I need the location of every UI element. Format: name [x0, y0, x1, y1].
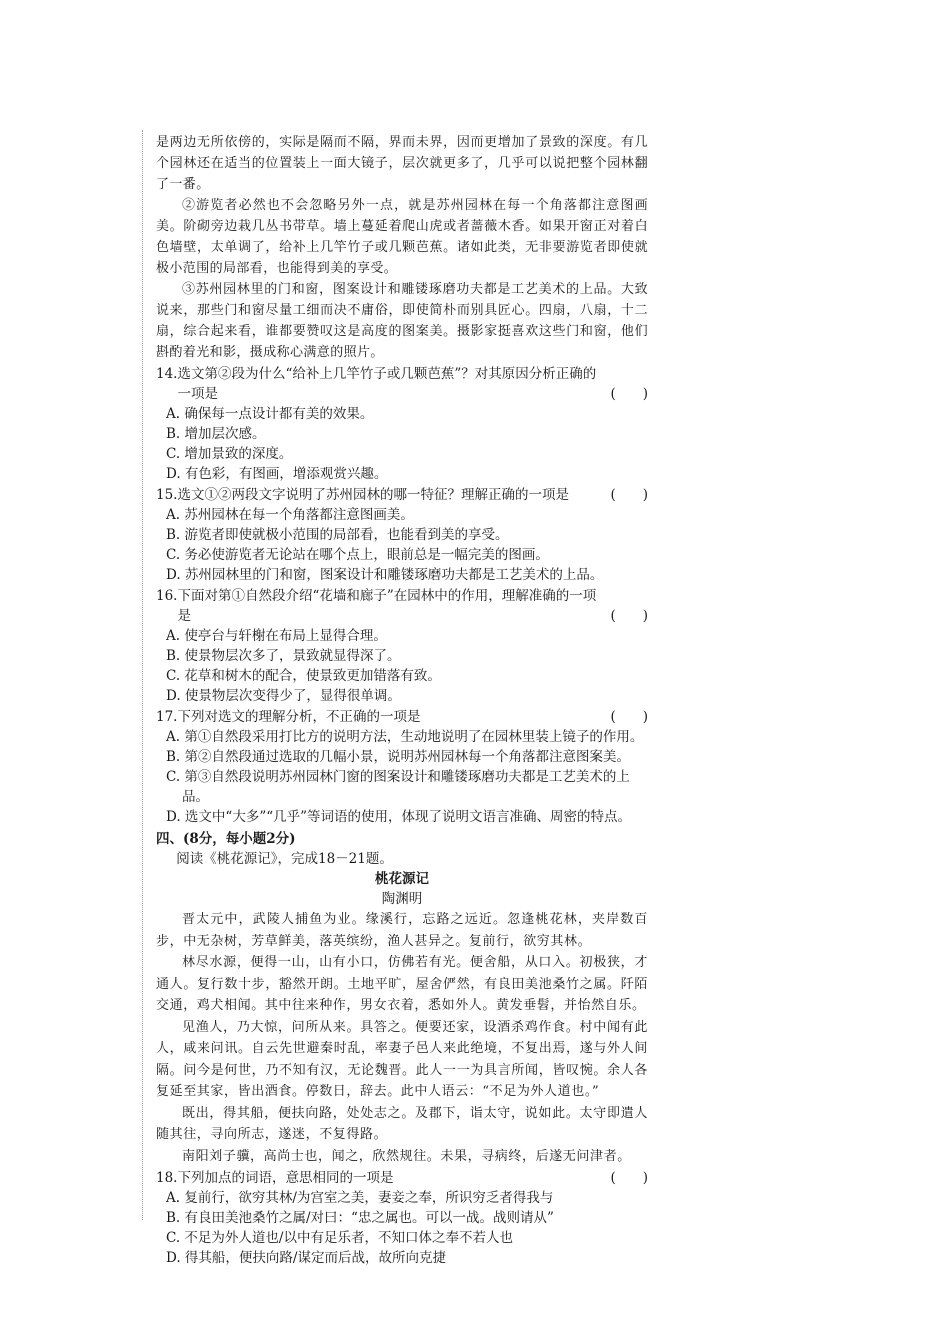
passage-paragraph-2: ②游览者必然也不会忽略另外一点，就是苏州园林在每一个角落都注意图画美。阶砌旁边栽几丛书带草。墙上蔓延着爬山虎或者蔷薇木香。如果开窗正对着白色墙壁，太单调了，给补上几竿竹子或几颗芭蕉。诸如此类，无非要游览者即使就极小范围的局部看，也能得到美的享受。 [156, 198, 648, 276]
answer-blank: ( ) [610, 709, 648, 725]
option-d: D. 有色彩，有图画，增添观赏兴趣。 [166, 466, 388, 482]
question-14 [156, 364, 648, 484]
option-c: C. 第③自然段说明苏州园林门窗的图案设计和雕镂琢磨功夫都是工艺美术的上品。 [166, 769, 630, 805]
option-b: B. 使景物层次多了，景致就显得深了。 [166, 648, 401, 664]
question-18 [156, 1168, 648, 1268]
option-c: C. 花草和树木的配合，使景致更加错落有致。 [166, 668, 441, 684]
exam-page [156, 132, 648, 1268]
option-d: D. 选文中“大多”“几乎”等词语的使用，体现了说明文语言准确、周密的特点。 [166, 809, 632, 825]
question-15 [156, 485, 648, 585]
answer-blank: ( ) [610, 1170, 648, 1186]
article-author: 陶渊明 [381, 891, 423, 907]
classical-paragraph-3: 见渔人，乃大惊，问所从来。具答之。便要还家，设酒杀鸡作食。村中闻有此人，咸来问讯。自云先世避秦时乱，率妻子邑人来此绝境，不复出焉，遂与外人间隔。问今是何世，乃不知有汉，无论魏晋。此人一一为具言所闻，皆叹惋。余人各复延至其家，皆出酒食。停数日，辞去。此中人语云：“不足为外人道也。” [156, 1019, 648, 1099]
option-b: B. 有良田美池桑竹之属/对曰：“忠之属也。可以一战。战则请从” [166, 1210, 554, 1226]
option-a: A. 复前行，欲穷其林/为宫室之美，妻妾之奉，所识穷乏者得我与 [166, 1190, 554, 1206]
question-stem: 选文第②段为什么“给补上几竿竹子或几颗芭蕉”？对其原因分析正确的一项是 [177, 366, 597, 402]
question-number: 18. [156, 1170, 178, 1186]
section-4-instruction: 阅读《桃花源记》，完成18－21题。 [176, 851, 393, 867]
question-17 [156, 707, 648, 827]
option-a: A. 确保每一点设计都有美的效果。 [166, 406, 374, 422]
reading-passage [156, 132, 648, 363]
binding-margin-line [142, 130, 143, 1220]
passage-paragraph-1: 是两边无所依傍的，实际是隔而不隔，界而未界，因而更增加了景致的深度。有几个园林还在适当的位置装上一面大镜子，层次就更多了，几乎可以说把整个园林翻了一番。 [156, 135, 648, 192]
passage-paragraph-3: ③苏州园林里的门和窗，图案设计和雕镂琢磨功夫都是工艺美术的上品。大致说来，那些门和窗尽量工细而决不庸俗，即使简朴而别具匠心。四扇，八扇，十二扇，综合起来看，谁都要赞叹这是高度的图案美。摄影家挺喜欢这些门和窗，他们斟酌着光和影，摄成称心满意的照片。 [156, 282, 648, 360]
section-4-heading: 四、(8分，每小题2分) [156, 831, 296, 847]
question-stem: 下面对第①自然段介绍“花墙和廊子”在园林中的作用，理解准确的一项是 [177, 588, 597, 624]
option-a: A. 使亭台与轩榭在布局上显得合理。 [166, 628, 387, 644]
option-c: C. 务必使游览者无论站在哪个点上，眼前总是一幅完美的图画。 [166, 547, 549, 563]
option-d: D. 苏州园林里的门和窗，图案设计和雕镂琢磨功夫都是工艺美术的上品。 [166, 567, 604, 583]
question-stem: 下列对选文的理解分析，不正确的一项是 [177, 709, 421, 725]
option-c: C. 增加景致的深度。 [166, 446, 293, 462]
answer-blank: ( ) [610, 608, 648, 624]
question-stem: 选文①②两段文字说明了苏州园林的哪一特征？理解正确的一项是 [177, 487, 569, 503]
option-c: C. 不足为外人道也/以中有足乐者，不知口体之奉不若人也 [166, 1230, 513, 1246]
classical-paragraph-5: 南阳刘子骥，高尚士也，闻之，欣然规往。未果，寻病终，后遂无问津者。 [182, 1148, 631, 1164]
question-number: 17. [156, 709, 178, 725]
classical-text [156, 909, 648, 1167]
classical-paragraph-2: 林尽水源，便得一山，山有小口，仿佛若有光。便舍船，从口入。初极狭，才通人。复行数十步，豁然开朗。土地平旷，屋舍俨然，有良田美池桑竹之属。阡陌交通，鸡犬相闻。其中往来种作，男女衣着，悉如外人。黄发垂髫，并怡然自乐。 [156, 955, 648, 1013]
question-number: 15. [156, 487, 178, 503]
option-b: B. 增加层次感。 [166, 426, 266, 442]
option-a: A. 苏州园林在每一个角落都注意图画美。 [166, 507, 414, 523]
option-b: B. 第②自然段通过选取的几幅小景，说明苏州园林每一个角落都注意图案美。 [166, 749, 631, 765]
question-16 [156, 586, 648, 706]
option-a: A. 第①自然段采用打比方的说明方法，生动地说明了在园林里装上镜子的作用。 [166, 729, 644, 745]
answer-blank: ( ) [610, 487, 648, 503]
question-number: 14. [156, 366, 178, 382]
question-number: 16. [156, 588, 178, 604]
classical-paragraph-4: 既出，得其船，便扶向路，处处志之。及郡下，诣太守，说如此。太守即遣人随其往，寻向所志，遂迷，不复得路。 [156, 1105, 648, 1142]
option-d: D. 使景物层次变得少了，显得很单调。 [166, 688, 401, 704]
answer-blank: ( ) [610, 386, 648, 402]
option-d: D. 得其船，便扶向路/谋定而后战，故所向克捷 [166, 1250, 446, 1266]
question-stem: 下列加点的词语，意思相同的一项是 [177, 1170, 394, 1186]
classical-paragraph-1: 晋太元中，武陵人捕鱼为业。缘溪行，忘路之远近。忽逢桃花林，夹岸数百步，中无杂树，芳草鲜美，落英缤纷，渔人甚异之。复前行，欲穷其林。 [156, 912, 648, 949]
option-b: B. 游览者即使就极小范围的局部看，也能看到美的享受。 [166, 527, 509, 543]
article-title: 桃花源记 [375, 871, 429, 887]
